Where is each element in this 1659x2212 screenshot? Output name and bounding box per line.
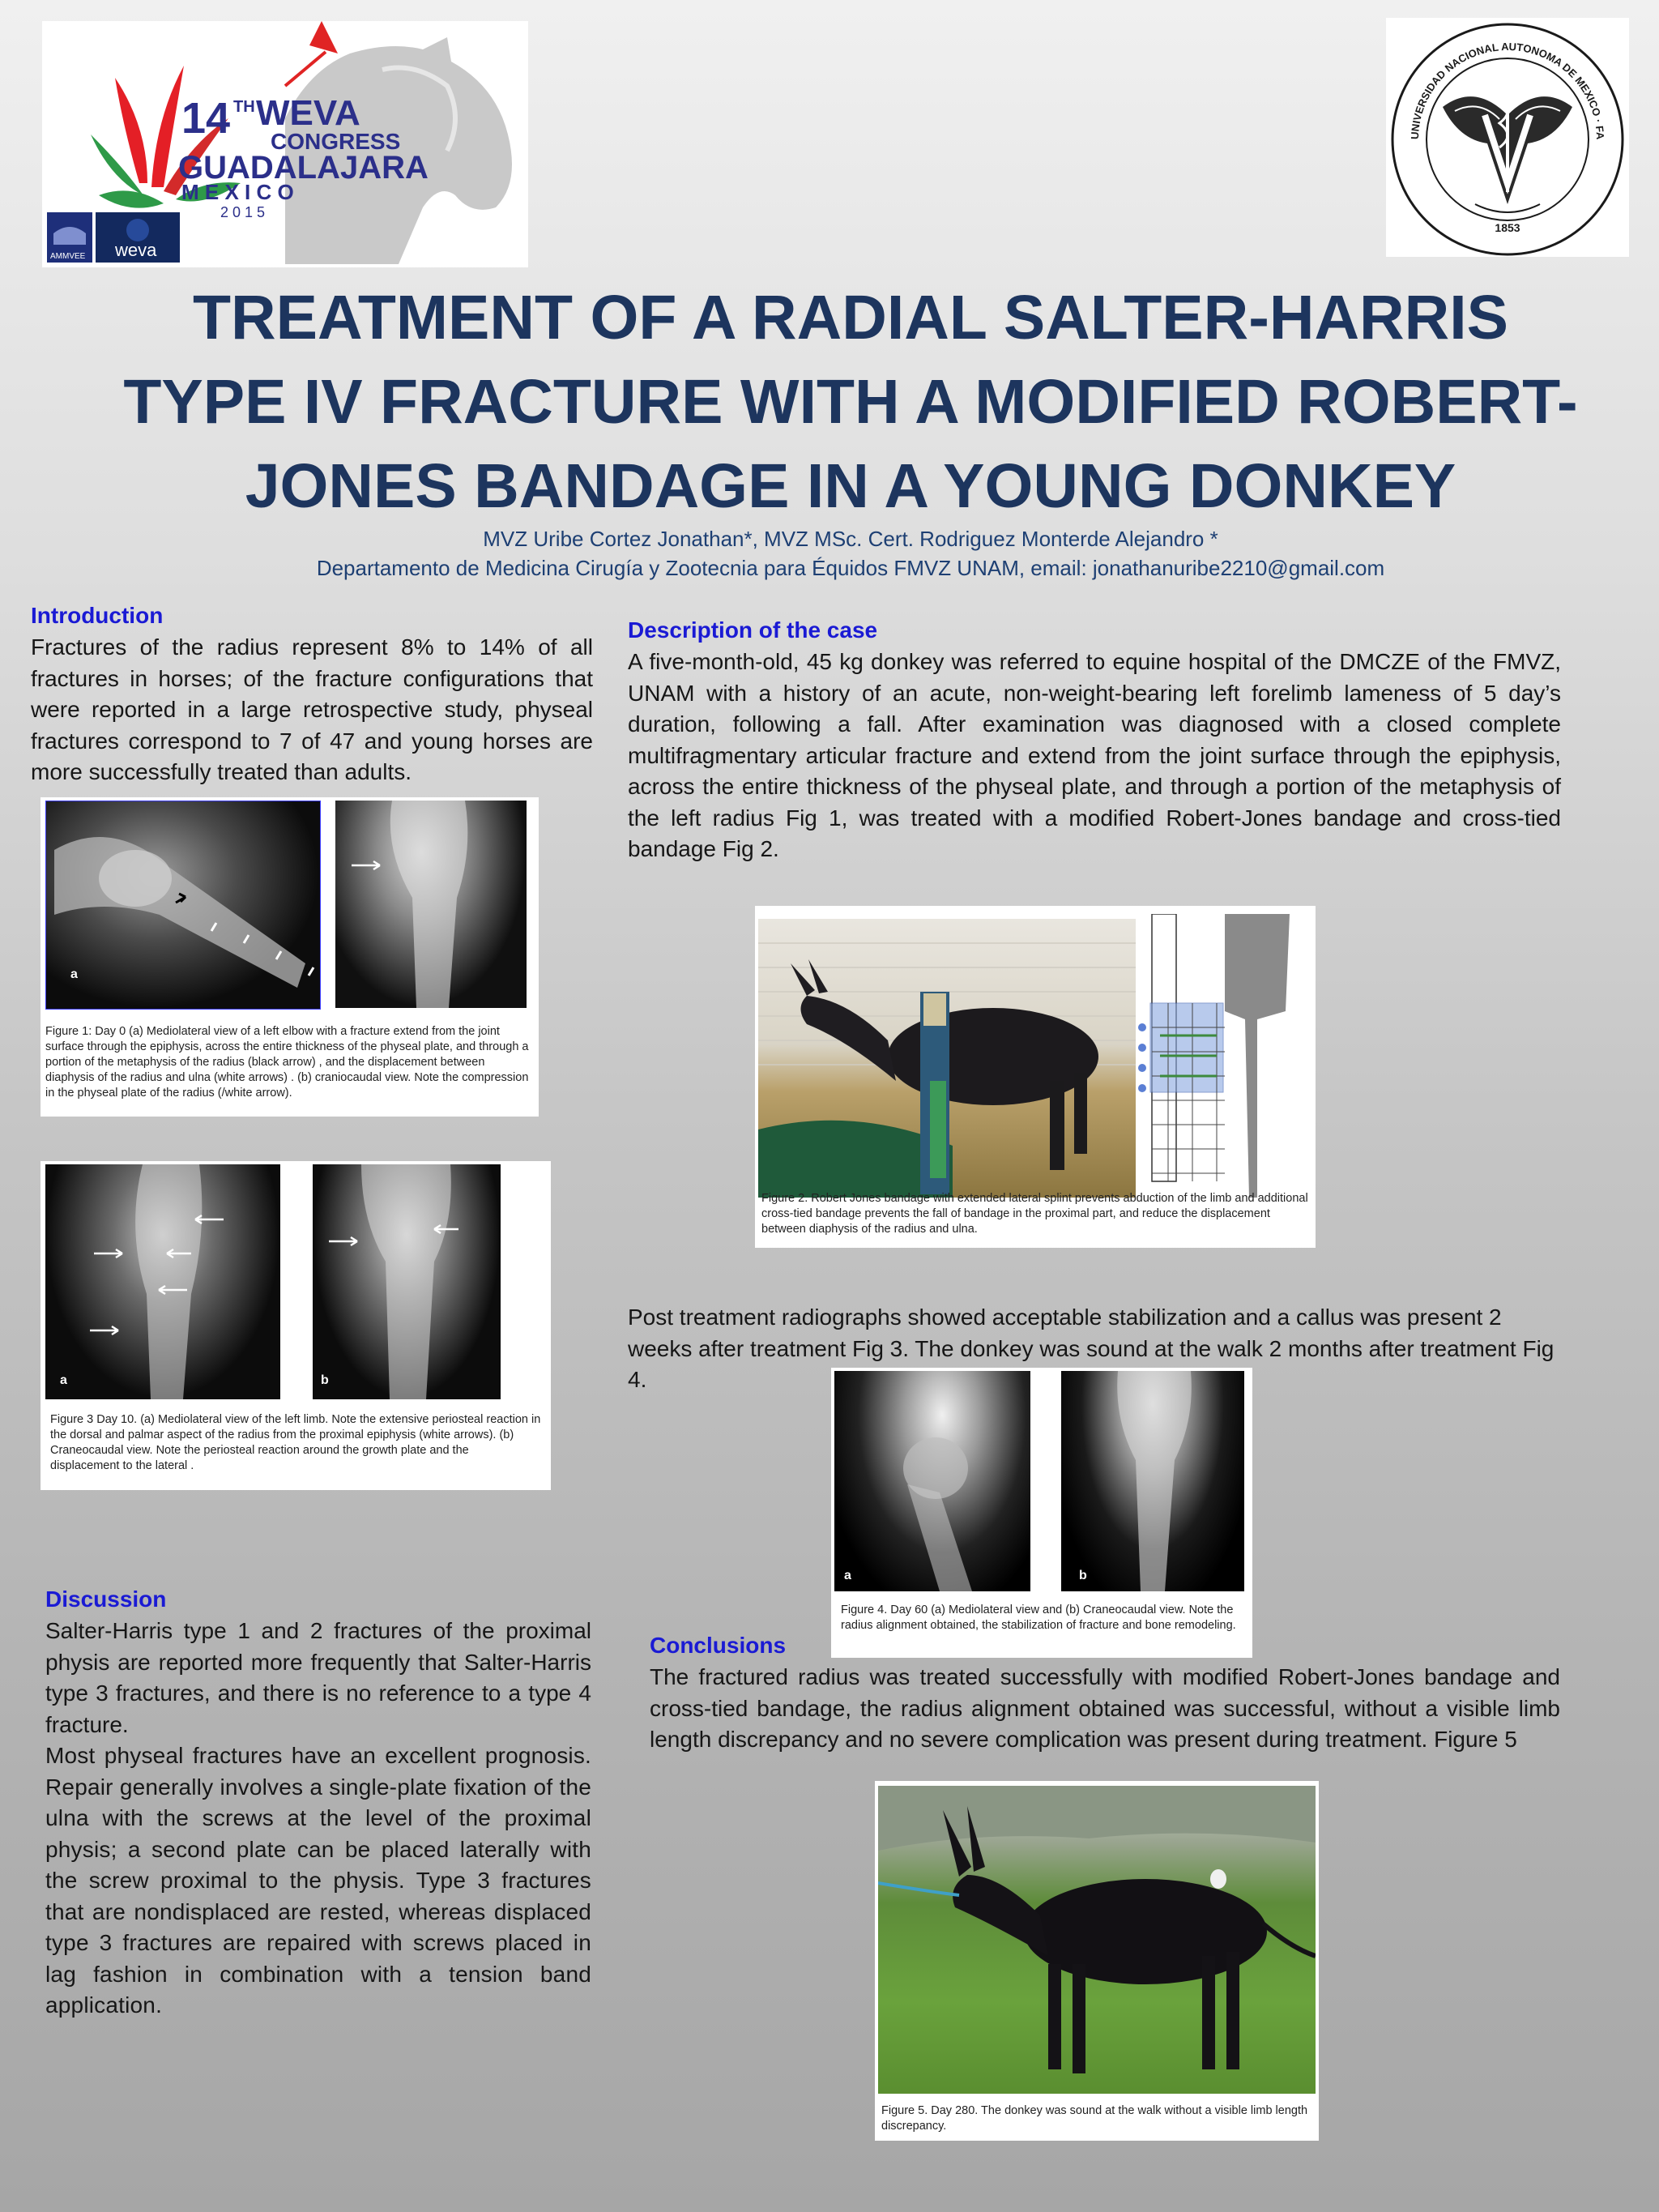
logo-city: GUADALAJARA: [178, 150, 429, 186]
figure-2-diagram: [1136, 914, 1312, 1206]
figure-2-caption: Figure 2. Robert Jones bandage with extended lateral splint prevents abduction of the limb and additional cross-tied bandage prevents the fall of bandage in the proximal part, and reduce the displacement between diaphysis of the radius and ulna.: [761, 1192, 1308, 1236]
figure-2: [755, 906, 1316, 1248]
introduction-text: Fractures of the radius represent 8% to 14% of all fractures in horses; of the fracture configurations that were reported in a large retrospective study, physeal fractures correspond to 7 of 47 and young horses are more successfully treated than adults.: [31, 634, 593, 784]
logo-badge-weva: weva: [115, 240, 157, 260]
introduction-heading: Introduction: [31, 603, 164, 628]
weva-congress-logo: [42, 21, 528, 267]
figure-5-photo: [878, 1786, 1316, 2094]
figure-1a-radiograph: [45, 801, 321, 1010]
logo-ordinal: TH: [233, 98, 255, 116]
unam-year: 1853: [1495, 221, 1520, 234]
figure-5: [875, 1781, 1319, 2141]
figure-3: [41, 1161, 551, 1490]
logo-weva-name: WEVA: [256, 93, 360, 133]
unam-seal-logo: [1386, 18, 1629, 257]
unam-seal-graphic: [1386, 18, 1629, 257]
affiliation: Departamento de Medicina Cirugía y Zootecnia para Équidos FMVZ UNAM, email: jonathanuribe2210@gmail.com: [316, 556, 1385, 580]
title-line-1: TREATMENT OF A RADIAL SALTER-HARRIS: [192, 283, 1509, 352]
figure-5-photo-drawing: [878, 1786, 1316, 2094]
figure-1-caption: Figure 1: Day 0 (a) Mediolateral view of a left elbow with a fracture extend from the joint surface through the epiphysis, across the entire thickness of the physeal plate, and through a portion of the metaphysis of the radius (black arrow) , and the displacement between diaphysis of the radius and ulna (white arrows) . (b) craniocaudal view. Note the compression in the physeal plate of the radius (/white arrow).: [45, 1025, 529, 1100]
post-treatment-text: Post treatment radiographs showed acceptable stabilization and a callus was present 2 weeks after treatment Fig 3. The donkey was sound at the walk 2 months after treatment Fig 4.: [628, 1305, 1555, 1392]
conclusions-heading: Conclusions: [650, 1633, 787, 1658]
figure-4a-radiograph: [834, 1371, 1030, 1591]
logo-year: 2 0 1 5: [220, 204, 266, 220]
figure-5-caption: Figure 5. Day 280. The donkey was sound at the walk without a visible limb length discrepancy.: [881, 2104, 1308, 2133]
conclusions-text: The fractured radius was treated successfully with modified Robert-Jones bandage and cross-tied bandage, the radius alignment obtained was successful, without a visible limb length discrepancy and no severe complication was present during treatment. Figure 5: [650, 1664, 1560, 1752]
figure-4a-drawing: [834, 1371, 1030, 1591]
figure-3-label-b: b: [321, 1373, 329, 1387]
figure-1-label-a: a: [70, 967, 78, 981]
unam-ring-text: UNIVERSIDAD NACIONAL AUTONOMA DE MEXICO · FA: [1408, 40, 1607, 140]
discussion-heading: Discussion: [45, 1586, 167, 1612]
figure-3-label-a: a: [60, 1373, 67, 1387]
description-heading: Description of the case: [628, 617, 878, 643]
description-text: A five-month-old, 45 kg donkey was referred to equine hospital of the DMCZE of the FMVZ, UNAM with a history of an acute, non-weight-bearing left forelimb lameness of 5 day’s duration, following a fall. After examination was diagnosed with a closed complete multifragmentary articular fracture and extend from the joint surface through the epiphysis, across the entire thickness of the physeal plate, and through a portion of the metaphysis of the left radius Fig 1, was treated with a modified Robert-Jones bandage and cross-tied bandage Fig 2.: [628, 649, 1561, 861]
figure-3a-drawing: [45, 1164, 280, 1399]
figure-3b-radiograph: [313, 1164, 501, 1399]
figure-4: [831, 1368, 1252, 1658]
weva-logo-graphic: [42, 21, 528, 267]
logo-number: 14: [181, 94, 231, 143]
figure-2-diagram-drawing: [1136, 914, 1312, 1206]
figure-4b-drawing: [1061, 1371, 1244, 1591]
figure-4-caption: Figure 4. Day 60 (a) Mediolateral view and (b) Craneocaudal view. Note the radius alignment obtained, the stabilization of fracture and bone remodeling.: [841, 1603, 1236, 1632]
title-line-2: TYPE IV FRACTURE WITH A MODIFIED ROBERT-: [123, 367, 1578, 437]
title-line-3: JONES BANDAGE IN A YOUNG DONKEY: [245, 451, 1456, 521]
authors: MVZ Uribe Cortez Jonathan*, MVZ MSc. Cert. Rodriguez Monterde Alejandro *: [483, 527, 1218, 551]
figure-1a-drawing: [46, 801, 320, 1009]
poster-title: [81, 275, 1620, 528]
figure-2-photo: [758, 919, 1136, 1198]
logo-badge-ammvee: AMMVEE: [50, 252, 86, 261]
figure-1b-drawing: [335, 801, 527, 1008]
figure-1: [41, 797, 539, 1117]
figure-4-label-a: a: [844, 1569, 851, 1582]
discussion-para-2: Most physeal fractures have an excellent prognosis. Repair generally involves a single-plate fixation of the ulna with the screws at the level of the proximal physis; a second plate can be placed laterally with the screw proximal to the physis. Type 3 fractures that are nondisplaced are rested, whereas displaced type 3 fractures are repaired with screws placed in lag fashion in combination with a tension band application.: [45, 1743, 591, 2018]
figure-1b-radiograph: [335, 801, 527, 1008]
logo-country: M E X I C O: [181, 180, 294, 204]
discussion-para-1: Salter-Harris type 1 and 2 fractures of the proximal physis are reported more frequently that Salter-Harris type 3 fractures, and there is no reference to a type 4 fracture.: [45, 1618, 591, 1737]
figure-4-label-b: b: [1079, 1569, 1087, 1582]
figure-3b-drawing: [313, 1164, 501, 1399]
figure-2-photo-drawing: [758, 919, 1136, 1198]
figure-3a-radiograph: [45, 1164, 280, 1399]
figure-4b-radiograph: [1061, 1371, 1244, 1591]
logo-congress: CONGRESS: [271, 129, 401, 154]
figure-3-caption: Figure 3 Day 10. (a) Mediolateral view of the left limb. Note the extensive periosteal reaction in the dorsal and palmar aspect of the radius from the proximal epiphysis (white arrows). (b) Craneocaudal view. Note the periosteal reaction around the growth plate and the displacement to the lateral .: [50, 1413, 541, 1472]
